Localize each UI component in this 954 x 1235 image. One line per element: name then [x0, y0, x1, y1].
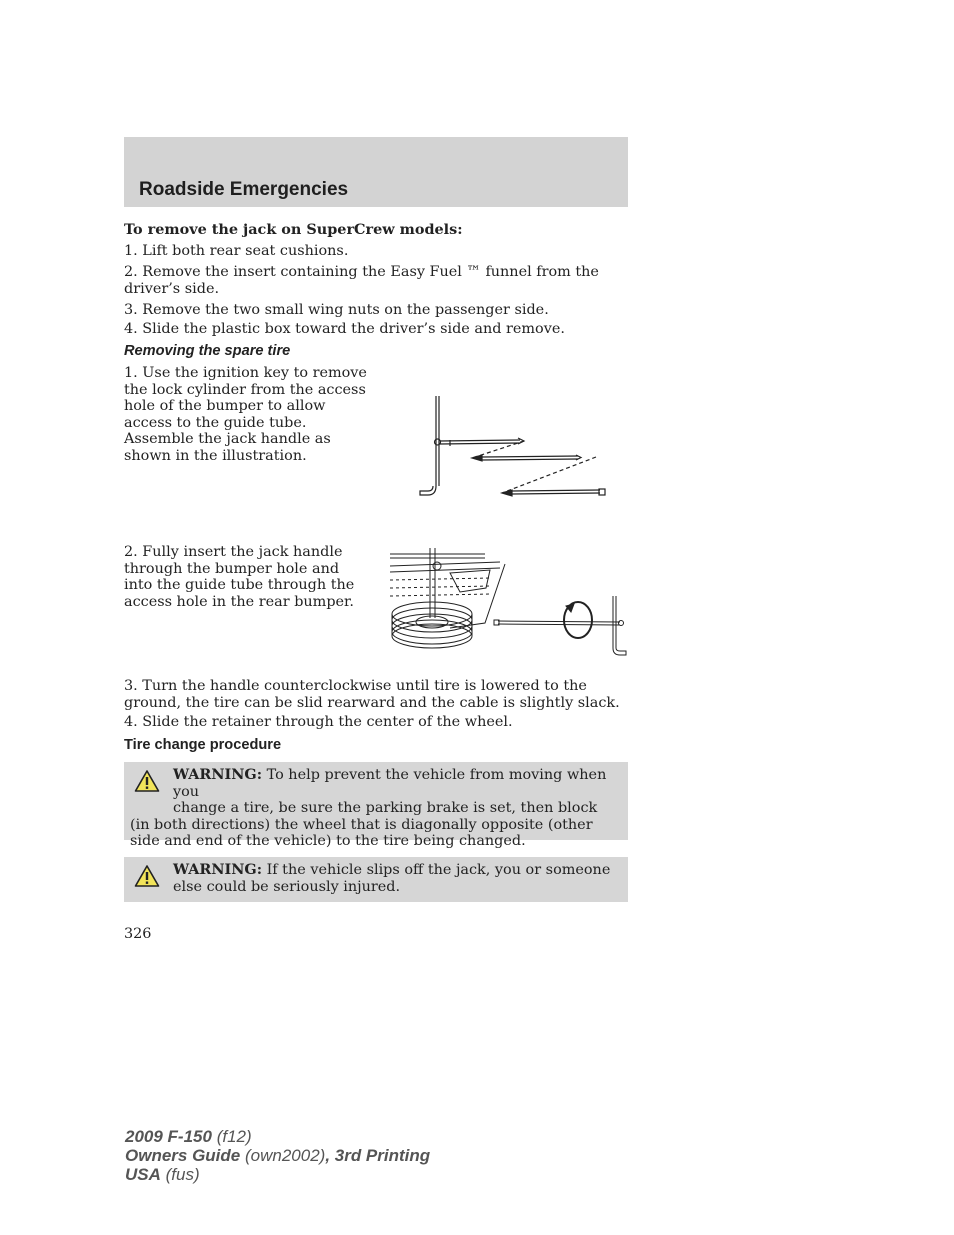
- jack-handle-assembly-illustration: [410, 390, 615, 505]
- warning-triangle-icon: [134, 864, 160, 888]
- warning-label: WARNING:: [173, 861, 263, 878]
- footer-region: USA: [125, 1165, 161, 1184]
- spare-tire-lowering-illustration: [390, 548, 630, 660]
- supercrew-step-1: 1. Lift both rear seat cushions.: [124, 243, 349, 259]
- warning-text-line1: To help prevent the vehicle from moving when you: [173, 767, 607, 800]
- page-number: 326: [124, 926, 152, 942]
- footer-guide-code: (own2002): [244, 1146, 326, 1165]
- supercrew-step-2: 2. Remove the insert containing the Easy Fuel ™ funnel from the driver’s side.: [124, 264, 599, 297]
- spare-step-3: 3. Turn the handle counterclockwise until tire is lowered to the ground, the tire can be slid rearward and the cable is slightly slack.: [124, 678, 620, 711]
- warning-triangle-icon: [134, 769, 160, 793]
- warning-text: If the vehicle slips off the jack, you or someone else could be seriously injured.: [173, 862, 611, 895]
- spare-step-4: 4. Slide the retainer through the center of the wheel.: [124, 714, 513, 730]
- warning-box-jack-slip: [124, 857, 628, 902]
- supercrew-step-4: 4. Slide the plastic box toward the driver’s side and remove.: [124, 321, 565, 337]
- footer-model: 2009 F-150: [125, 1127, 212, 1146]
- warning-text-rest: change a tire, be sure the parking brake is set, then block (in both directions) the wheel that is diagonally opposite (other side and end of the vehicle) to the tire being changed.: [130, 800, 598, 849]
- footer-model-code: (f12): [216, 1127, 252, 1146]
- footer-guide: Owners Guide: [125, 1146, 241, 1165]
- section-header-band: [124, 137, 628, 207]
- footer-publication-info: [125, 1127, 430, 1184]
- supercrew-heading: To remove the jack on SuperCrew models:: [124, 221, 463, 238]
- footer-printing: , 3rd Printing: [325, 1146, 431, 1165]
- spare-step-2: 2. Fully insert the jack handle through the bumper hole and into the guide tube through the access hole in the rear bumper.: [124, 544, 355, 610]
- warning-label: WARNING:: [173, 766, 263, 783]
- spare-step-1: 1. Use the ignition key to remove the lock cylinder from the access hole of the bumper to allow access to the guide tube. Assemble the jack handle as shown in the illustration.: [124, 365, 367, 464]
- spare-tire-heading: Removing the spare tire: [124, 343, 291, 359]
- section-title: Roadside Emergencies: [139, 179, 349, 200]
- warning-box-parking-brake: [124, 762, 628, 849]
- tire-change-heading: Tire change procedure: [124, 737, 282, 753]
- footer-region-code: (fus): [165, 1165, 200, 1184]
- supercrew-step-3: 3. Remove the two small wing nuts on the passenger side.: [124, 302, 549, 318]
